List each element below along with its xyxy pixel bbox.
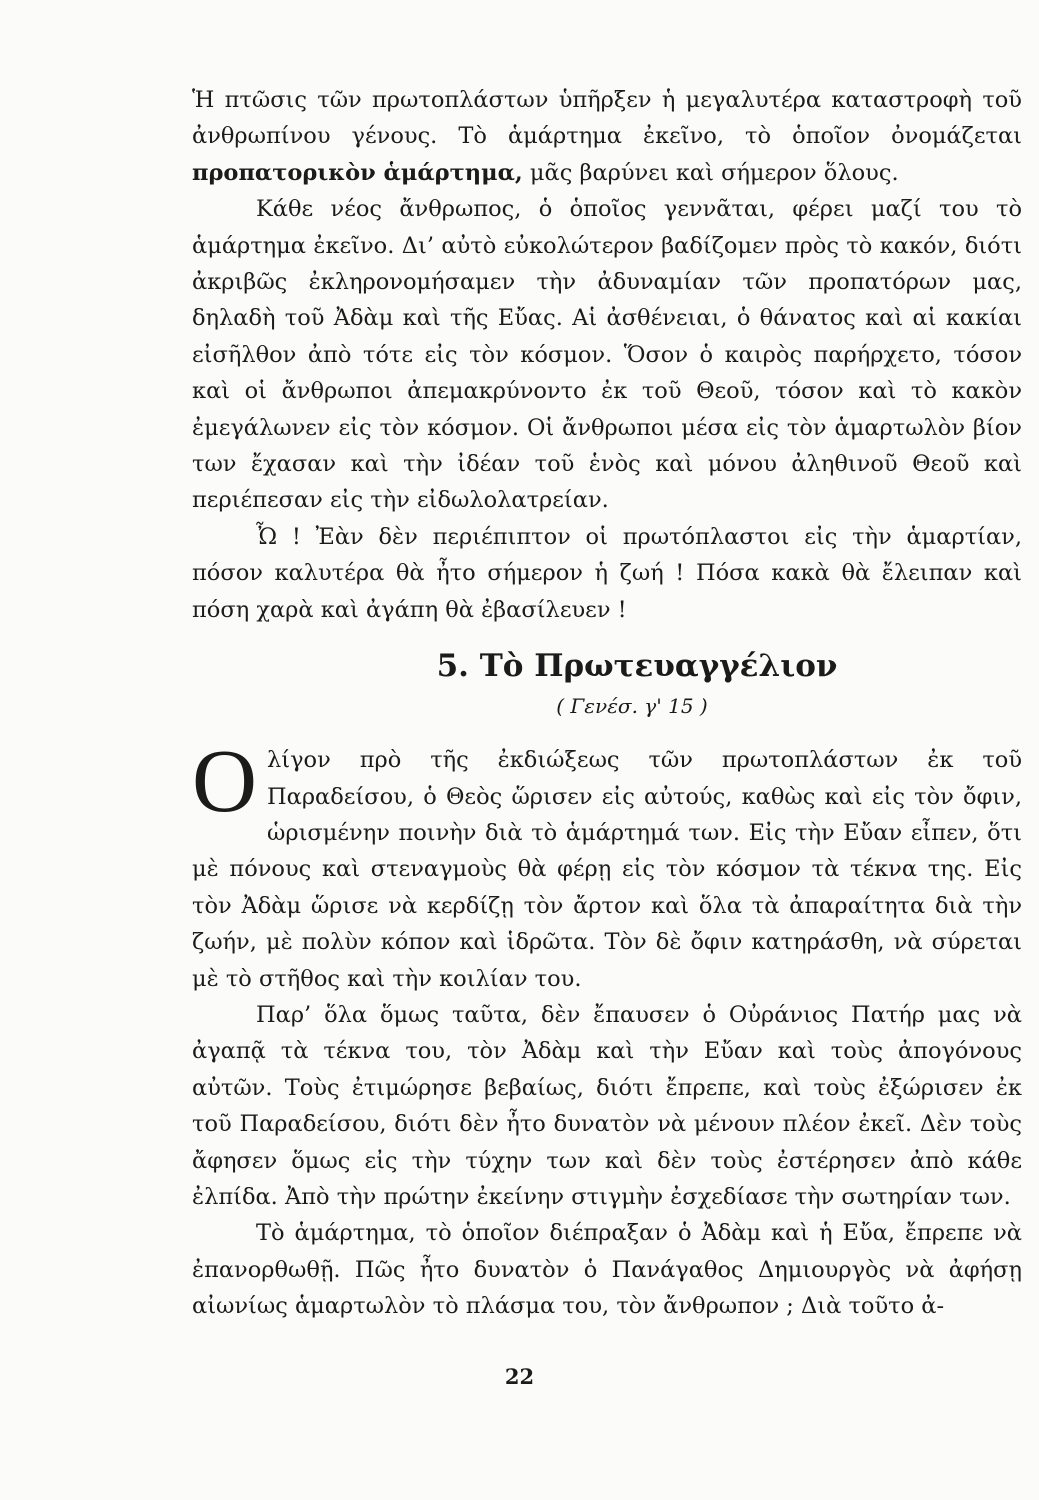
paragraph-fall-start: Ἡ πτῶσις τῶν πρωτοπλάστων ὑπῆρξεν ἡ μεγαλυτέρα καταστροφὴ τοῦ ἀνθρωπίνου γένους. Τὸ ἁμάρτημα ἐκεῖνο, τὸ ὁποῖον ὀνομάζεται xyxy=(192,87,1022,150)
page-number: 22 xyxy=(504,1364,535,1389)
drop-cap-letter: Ο xyxy=(192,732,257,832)
paragraph-fall xyxy=(192,82,1022,191)
scripture-reference: ( Γενέσ. γ' 15 ) xyxy=(556,694,708,719)
paragraph-divine-love: Παρ’ ὅλα ὅμως ταῦτα, δὲν ἔπαυσεν ὁ Οὐράνιος Πατήρ μας νὰ ἀγαπᾷ τὰ τέκνα του, τὸν Ἀδὰμ καὶ τὴν Εὔαν καὶ τοὺς ἀπογόνους αὐτῶν. Τοὺς ἐτιμώρησε βεβαίως, διότι ἔπρεπε, καὶ τοὺς ἐξώρισεν ἐκ τοῦ Παραδείσου, διότι δὲν ἦτο δυνατὸν νὰ μένουν πλέον ἐκεῖ. Δὲν τοὺς ἄφησεν ὅμως εἰς τὴν τύχην των καὶ δὲν τοὺς ἐστέρησεν ἀπὸ κάθε ἐλπίδα. Ἀπὸ τὴν πρώτην ἐκείνην στιγμὴν ἐσχεδίασε τὴν σωτηρίαν των. xyxy=(192,1001,1022,1210)
paragraph-lament: Ὦ ! Ἐὰν δὲν περιέπιπτον οἱ πρωτόπλαστοι εἰς τὴν ἁμαρτίαν, πόσον καλυτέρα θὰ ἦτο σήμερον ἡ ζωή ! Πόσα κακὰ θὰ ἔλειπαν καὶ πόση χαρὰ καὶ ἀγάπη θὰ ἐβασίλευεν ! xyxy=(192,523,1022,623)
paragraph-punishment xyxy=(192,732,1022,997)
section-heading: 5. Τὸ Πρωτευαγγέλιον xyxy=(436,648,838,685)
text-block xyxy=(192,82,1022,1325)
paragraph-fall-end: μᾶς βαρύνει καὶ σήμερον ὅλους. xyxy=(522,159,899,186)
paragraph-inheritance: Κάθε νέος ἄνθρωπος, ὁ ὁποῖος γεννᾶται, φέρει μαζί του τὸ ἁμάρτημα ἐκεῖνο. Δι’ αὐτὸ εὐκολώτερον βαδίζομεν πρὸς τὸ κακόν, διότι ἀκριβῶς ἐκληρονομήσαμεν τὴν ἀδυναμίαν τῶν προπατόρων μας, δηλαδὴ τοῦ Ἀδὰμ καὶ τῆς Εὔας. Αἱ ἀσθένειαι, ὁ θάνατος καὶ αἱ κακίαι εἰσῆλθον ἀπὸ τότε εἰς τὸν κόσμον. Ὅσον ὁ καιρὸς παρήρχετο, τόσον καὶ οἱ ἄνθρωποι ἀπεμακρύνοντο ἐκ τοῦ Θεοῦ, τόσον καὶ τὸ κακὸν ἐμεγάλωνεν εἰς τὸν κόσμον. Οἱ ἄνθρωποι μέσα εἰς τὸν ἁμαρτωλὸν βίον των ἔχασαν καὶ τὴν ἰδέαν τοῦ ἑνὸς καὶ μόνου ἀληθινοῦ Θεοῦ καὶ περιέπεσαν εἰς τὴν εἰδωλολατρείαν. xyxy=(192,196,1022,514)
paragraph-punishment-text: λίγον πρὸ τῆς ἐκδιώξεως τῶν πρωτοπλάστων ἐκ τοῦ Παραδείσου, ὁ Θεὸς ὥρισεν εἰς αὐτούς, καθὼς καὶ εἰς τὸν ὄφιν, ὡρισμένην ποινὴν διὰ τὸ ἁμάρτημά των. Εἰς τὴν Εὔαν εἶπεν, ὅτι μὲ πόνους καὶ στεναγμοὺς θὰ φέρῃ εἰς τὸν κόσμον τὰ τέκνα της. Εἰς τὸν Ἀδὰμ ὥρισε νὰ κερδίζῃ τὸν ἄρτον καὶ ὅλα τὰ ἀπαραίτητα διὰ τὴν ζωήν, μὲ πολὺν κόπον καὶ ἱδρῶτα. Τὸν δὲ ὄφιν κατηράσθη, νὰ σύρεται μὲ τὸ στῆθος καὶ τὴν κοιλίαν του. xyxy=(192,747,1022,992)
paragraph-restoration: Τὸ ἁμάρτημα, τὸ ὁποῖον διέπραξαν ὁ Ἀδὰμ καὶ ἡ Εὔα, ἔπρεπε νὰ ἐπανορθωθῇ. Πῶς ἦτο δυνατὸν ὁ Πανάγαθος Δημιουργὸς νὰ ἀφήσῃ αἰωνίως ἁμαρτωλὸν τὸ πλάσμα του, τὸν ἄνθρωπον ; Διὰ τοῦτο ἀ- xyxy=(192,1220,1022,1320)
original-sin-term: προπατορικὸν ἁμάρτημα, xyxy=(192,159,523,186)
